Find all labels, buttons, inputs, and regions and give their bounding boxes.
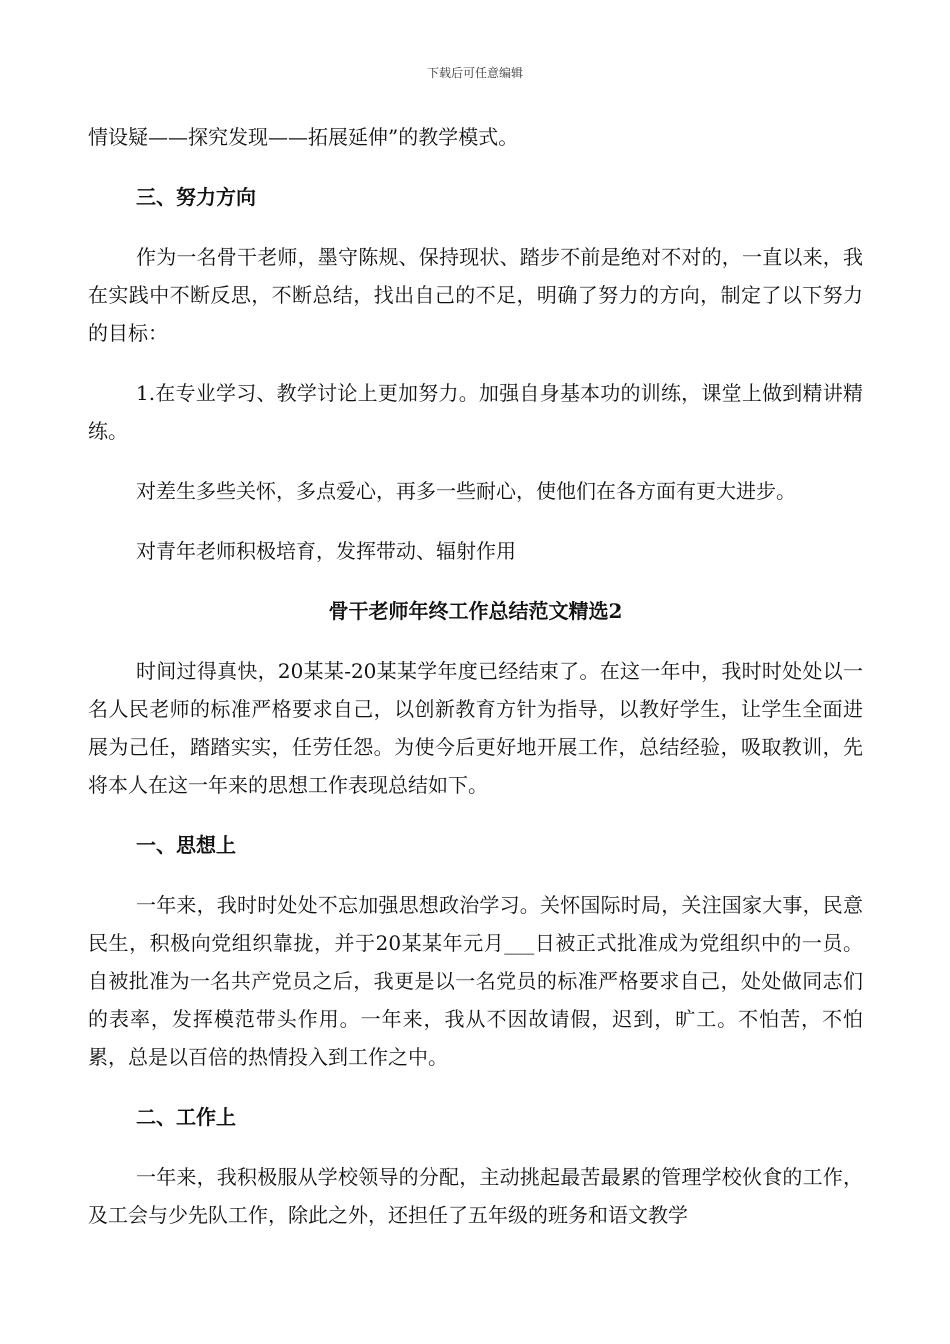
section-heading-1: 一、思想上 [136, 833, 236, 857]
paragraph-5: 对青年老师积极培育，发挥带动、辐射作用 [136, 539, 516, 563]
paragraph-6: 时间过得真快，20某某-20某某学年度已经结束了。在这一年中，我时时处处以一名人民老师的标准严格要求自己，以创新教育方针为指导，以教好学生，让学生全面进展为己任，踏踏实实，任劳任怨。为使今后更好地开展工作，总结经验，吸取教训，先将本人在这一年来的思想工作表现总结如下。 [88, 659, 863, 797]
paragraph-7: 一年来，我时时处处不忘加强思想政治学习。关怀国际时局，关注国家大事，民意民生，积极向党组织靠拢，并于20某某年元月___日被正式批准成为党组织中的一员。自被批准为一名共产党员之后，我更是以一名党员的标准严格要求自己，处处做同志们的表率，发挥模范带头作用。一年来，我从不因故请假，迟到，旷工。不怕苦，不怕累，总是以百倍的热情投入到工作之中。 [88, 893, 863, 1069]
section-heading-3: 三、努力方向 [136, 185, 256, 209]
paragraph-2: 作为一名骨干老师，墨守陈规、保持现状、踏步不前是绝对不对的，一直以来，我在实践中不断反思，不断总结，找出自己的不足，明确了努力的方向，制定了以下努力的目标： [88, 245, 863, 345]
section-heading-2: 二、工作上 [136, 1105, 236, 1129]
header-note: 下载后可任意编辑 [426, 66, 523, 80]
document-title: 骨干老师年终工作总结范文精选2 [328, 599, 623, 623]
document-body [88, 118, 863, 1234]
paragraph-3: 1.在专业学习、教学讨论上更加努力。加强自身基本功的训练，课堂上做到精讲精练。 [88, 381, 863, 443]
paragraph-1: 情设疑——探究发现——拓展延伸”的教学模式。 [88, 125, 519, 149]
paragraph-4: 对差生多些关怀，多点爱心，再多一些耐心，使他们在各方面有更大进步。 [136, 479, 796, 503]
paragraph-8: 一年来，我积极服从学校领导的分配，主动挑起最苦最累的管理学校伙食的工作，及工会与少先队工作，除此之外，还担任了五年级的班务和语文教学 [88, 1165, 863, 1227]
